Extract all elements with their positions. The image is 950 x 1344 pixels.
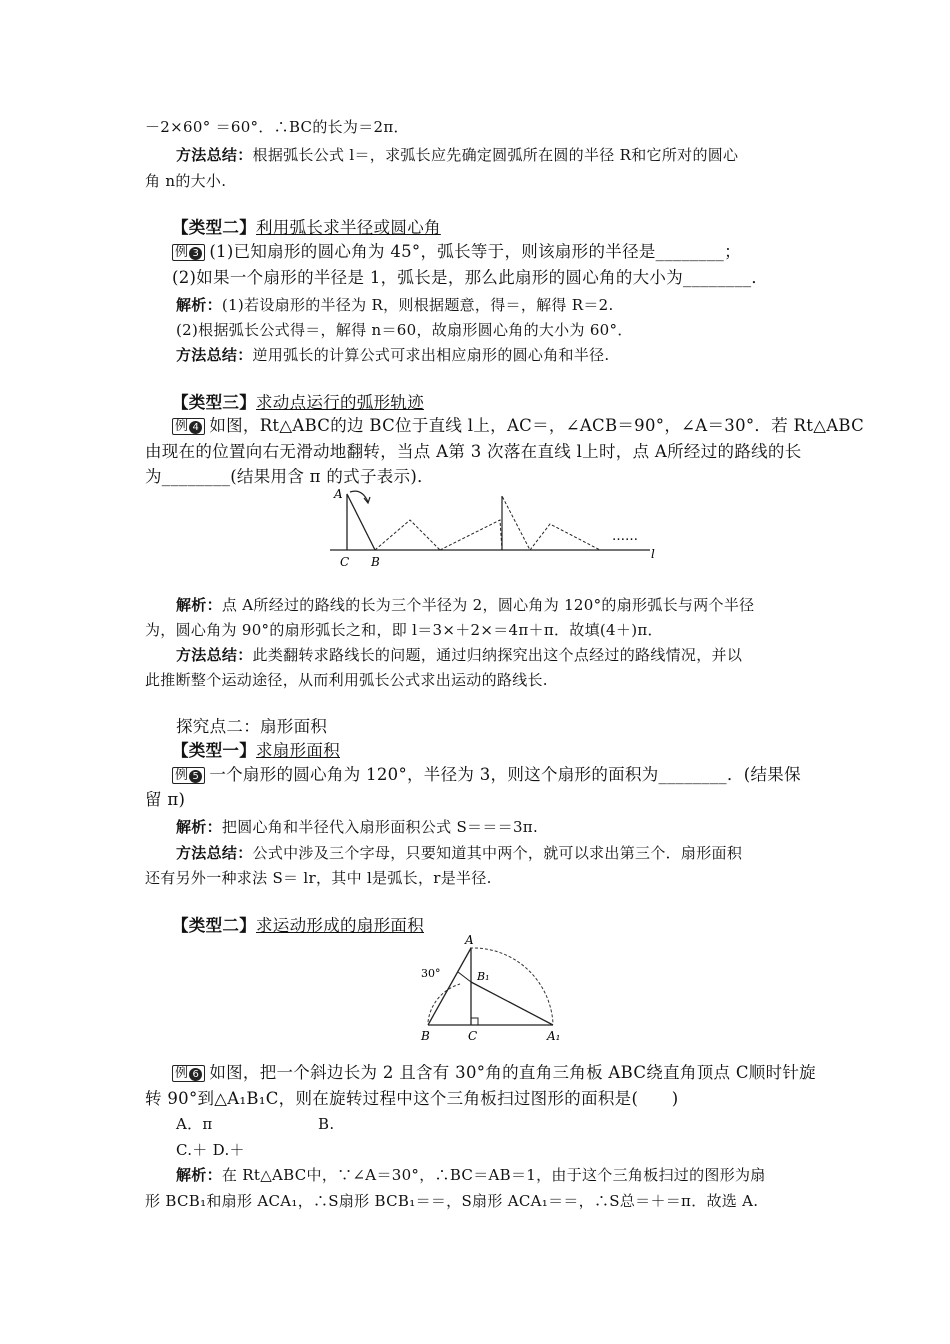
type2-heading (172, 218, 441, 238)
option-a: A．π (176, 1115, 213, 1133)
method-summary-1 (176, 145, 738, 165)
label-A: A (334, 488, 343, 501)
example-badge: 例 6 (172, 1065, 205, 1082)
solution6-line2: 形 BCB₁和扇形 ACA₁，∴S扇形 BCB₁＝＝，S扇形 ACA₁＝＝，∴S总＝＋＝π．故选 A. (145, 1192, 759, 1210)
label-C: C (468, 1029, 478, 1043)
label-l: l (651, 547, 655, 561)
label-A: A (465, 933, 474, 947)
solution4-line2: 为，圆心角为 90°的扇形弧长之和，即 l＝3×＋2×＝4π＋π．故填(4＋)π． (145, 621, 663, 639)
triangle-abc (347, 494, 375, 550)
solution4-line1: 解析：点 A所经过的路线的长为三个半径为 2，圆心角为 120°的扇形弧长与两个半径 (176, 596, 755, 614)
label-A1: A₁ (547, 1029, 561, 1043)
example6-line1: 例 6 如图，把一个斜边长为 2 且含有 30°角的直角三角板 ABC绕直角顶点 C顺时针旋 (172, 1063, 816, 1083)
summary5-line2: 还有另外一种求法 S＝ lr，其中 l是弧长，r是半径. (145, 869, 492, 887)
explore-point-2: 探究点二：扇形面积 (176, 717, 328, 736)
solution3-line1: 解析：(1)若设扇形的半径为 R，则根据题意，得＝，解得 R＝2. (176, 296, 614, 314)
example5-line1: 例 5 一个扇形的圆心角为 120°，半径为 3，则这个扇形的面积为________．(结果保 (172, 765, 801, 785)
example-badge: 例 3 (172, 244, 205, 261)
summary3: 方法总结：逆用弧长的计算公式可求出相应扇形的圆心角和半径. (176, 346, 610, 364)
solution5: 解析：把圆心角和半径代入扇形面积公式 S＝＝＝3π. (176, 818, 539, 836)
type2-title: 利用弧长求半径或圆心角 (256, 218, 441, 237)
example5-line2: 留 π) (145, 790, 186, 809)
summary-text: 根据弧长公式 l＝，求弧长应先确定圆弧所在圆的半径 R和它所对的圆心 (252, 146, 739, 164)
type3-heading: 【类型三】求动点运行的弧形轨迹 (172, 393, 424, 412)
label-30: 30° (421, 967, 441, 980)
label-B1: B₁ (477, 970, 490, 983)
option-b: B. (318, 1115, 335, 1133)
dashed-path-1 (375, 520, 440, 550)
example-badge: 例 4 (172, 418, 205, 435)
large-arc (470, 948, 553, 1024)
summary4-line1: 方法总结：此类翻转求路线长的问题，通过归纳探究出这个点经过的路线情况，并以 (176, 646, 743, 664)
example4-line2: 由现在的位置向右无滑动地翻转，当点 A第 3 次落在直线 l上时，点 A所经过的路线的长 (145, 442, 802, 461)
solution6-line1: 解析：在 Rt△ABC中，∵∠A＝30°，∴BC＝AB＝1，由于这个三角板扫过的图形为扇 (176, 1166, 766, 1184)
option-cd: C.＋ D.＋ (176, 1141, 245, 1159)
label-B: B (421, 1029, 430, 1043)
label-C: C (340, 555, 350, 569)
type2-bracket: 【类型二】 (172, 218, 256, 237)
example4-line1: 例 4 如图，Rt△ABC的边 BC位于直线 l上，AC＝，∠ACB＝90°，∠A＝30°．若 Rt△ABC (172, 416, 864, 436)
example3-line1 (172, 242, 741, 262)
example3-line2: (2)如果一个扇形的半径是 1，弧长是，那么此扇形的圆心角的大小为________． (172, 268, 769, 287)
ellipsis: …… (612, 529, 638, 544)
example-badge: 例 5 (172, 767, 205, 784)
rolling-triangle-figure (320, 488, 660, 570)
label-B: B (371, 555, 380, 569)
summary-continuation: 角 n的大小. (145, 172, 227, 190)
example4-line3: 为________(结果用含 π 的式子表示)． (145, 467, 434, 486)
rotation-figure (415, 932, 575, 1044)
summary4-line2: 此推断整个运动途径，从而利用弧长公式求出运动的路线长. (145, 671, 548, 689)
type2b-heading: 【类型二】求运动形成的扇形面积 (172, 916, 424, 935)
type1-heading: 【类型一】求扇形面积 (172, 741, 340, 760)
summary-label: 方法总结： (176, 146, 253, 164)
example6-line2: 转 90°到△A₁B₁C，则在旋转过程中这个三角板扫过图形的面积是( ) (145, 1089, 679, 1108)
solution3-line2: (2)根据弧长公式得＝，解得 n＝60，故扇形圆心角的大小为 60°． (176, 321, 633, 339)
summary5-line1: 方法总结：公式中涉及三个字母，只要知道其中两个，就可以求出第三个．扇形面积 (176, 844, 743, 862)
example3-text: (1)已知扇形的圆心角为 45°，弧长等于，则该扇形的半径是________； (209, 242, 741, 261)
continuation-line: －2×60° ＝60°．∴BC的长为＝2π． (145, 118, 409, 136)
